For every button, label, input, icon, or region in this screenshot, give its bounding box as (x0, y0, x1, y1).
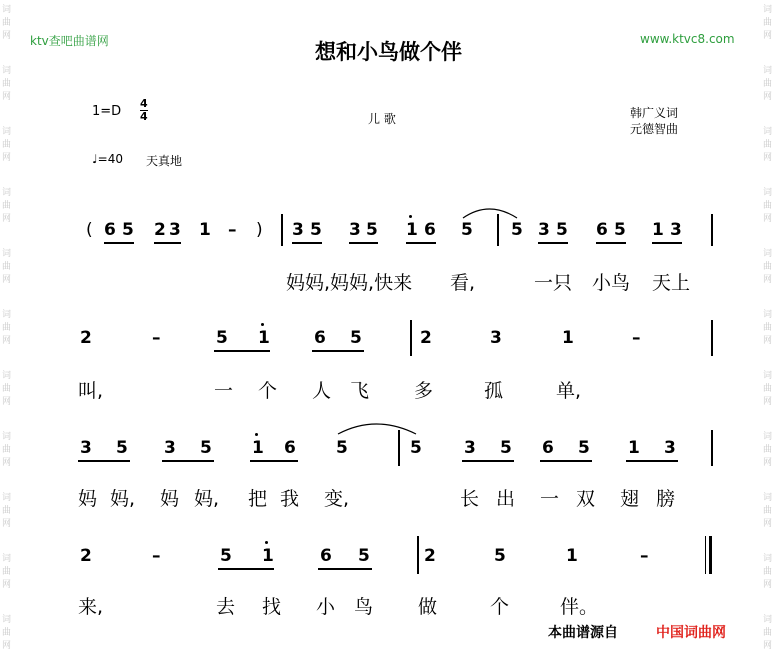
site-name-left: ktv查吧曲谱网 (30, 34, 109, 48)
lyric: 天上 (652, 272, 691, 294)
watermark-char: 网 (2, 336, 12, 346)
note: 5 (578, 438, 590, 458)
watermark-char: 网 (2, 92, 12, 102)
lyric: 个 (490, 596, 510, 618)
tempo-marking: ♩=40 (92, 152, 123, 166)
note: 5 (500, 438, 512, 458)
lyric: 我 (280, 488, 300, 510)
watermark-char: 词 (763, 5, 773, 15)
note: – (152, 546, 161, 566)
underline (162, 460, 214, 462)
watermark-char: 曲 (2, 140, 12, 150)
underline (250, 460, 298, 462)
note: – (228, 220, 237, 240)
watermark-char: 词 (763, 127, 773, 137)
watermark-char: 词 (2, 554, 12, 564)
lyric: 一 (540, 488, 560, 510)
site-url-right: www.ktvc8.com (640, 32, 735, 46)
watermark-char: 词 (763, 371, 773, 381)
watermark-char: 曲 (2, 445, 12, 455)
underline (214, 350, 270, 352)
lyric: 一 (214, 380, 234, 402)
lyric: 妈 (78, 488, 98, 510)
watermark-char: 词 (2, 371, 12, 381)
watermark-char: 网 (763, 31, 773, 41)
note: 2 (154, 220, 166, 240)
watermark-char: 曲 (763, 567, 773, 577)
note: 6 (284, 438, 296, 458)
watermark-char: 网 (763, 580, 773, 590)
lyric: 鸟 (354, 596, 374, 618)
lyric: 把 (248, 488, 268, 510)
underline (406, 242, 436, 244)
note: 3 (538, 220, 550, 240)
underline (78, 460, 130, 462)
note: 2 (424, 546, 436, 566)
underline (318, 568, 372, 570)
watermark-char: 曲 (763, 201, 773, 211)
lyric: 长 (460, 488, 480, 510)
time-signature: $\frac{4}{4}$ (140, 97, 148, 123)
barline (711, 214, 713, 246)
note: 5 (494, 546, 506, 566)
watermark-char: 词 (763, 188, 773, 198)
song-title: 想和小鸟做个伴 (315, 40, 462, 64)
underline (462, 460, 514, 462)
watermark-char: 网 (2, 580, 12, 590)
note: 1 (628, 438, 640, 458)
lyric: 双 (576, 488, 596, 510)
watermark-char: 网 (2, 214, 12, 224)
watermark-char: 曲 (2, 201, 12, 211)
note: 3 (664, 438, 676, 458)
source-site-link[interactable]: 中国词曲网 (656, 625, 726, 641)
note: 1 (258, 328, 270, 348)
note: 3 (490, 328, 502, 348)
watermark-right (761, 0, 777, 670)
composer: 元德智曲 (630, 122, 679, 136)
underline (104, 242, 134, 244)
lyric: 孤 (484, 380, 504, 402)
lyric: 单, (556, 380, 582, 402)
watermark-char: 词 (763, 615, 773, 625)
note: 3 (169, 220, 181, 240)
underline (292, 242, 322, 244)
watermark-char: 网 (763, 92, 773, 102)
lyric: 叫, (78, 380, 104, 402)
tie (336, 418, 422, 438)
note: 5 (410, 438, 422, 458)
barline (711, 430, 713, 466)
note: 1 (652, 220, 664, 240)
lyric: 个 (258, 380, 278, 402)
watermark-char: 曲 (2, 506, 12, 516)
lyric: 一只 (534, 272, 573, 294)
note: 2 (80, 546, 92, 566)
lyric: 妈, (194, 488, 220, 510)
high-dot (255, 433, 258, 436)
underline (349, 242, 378, 244)
watermark-char: 词 (2, 432, 12, 442)
lyric: 小鸟 (592, 272, 631, 294)
source-label: 本曲谱源自 (548, 625, 618, 641)
lyric: 出 (496, 488, 516, 510)
lyric: 妈妈,妈妈,快来 (286, 272, 413, 294)
watermark-char: 曲 (763, 140, 773, 150)
watermark-char: 曲 (763, 323, 773, 333)
note: 3 (464, 438, 476, 458)
watermark-char: 词 (2, 188, 12, 198)
note: 5 (511, 220, 523, 240)
note: 6 (542, 438, 554, 458)
lyric: 看, (450, 272, 476, 294)
watermark-char: 网 (2, 641, 12, 651)
watermark-char: 词 (763, 66, 773, 76)
underline (312, 350, 364, 352)
lyric: 伴。 (560, 596, 599, 618)
watermark-char: 网 (2, 397, 12, 407)
note: 1 (406, 220, 418, 240)
expression-marking: 天真地 (146, 154, 183, 168)
note: 6 (596, 220, 608, 240)
watermark-char: 曲 (2, 384, 12, 394)
note: 6 (314, 328, 326, 348)
lyric: 来, (78, 596, 104, 618)
note: 5 (461, 220, 473, 240)
note: 6 (424, 220, 436, 240)
watermark-char: 网 (763, 275, 773, 285)
lyric: 找 (262, 596, 282, 618)
lyric: 做 (418, 596, 438, 618)
watermark-char: 词 (763, 493, 773, 503)
watermark-char: 曲 (2, 323, 12, 333)
watermark-char: 网 (763, 519, 773, 529)
watermark-char: 曲 (763, 18, 773, 28)
watermark-char: 词 (2, 127, 12, 137)
note: 5 (358, 546, 370, 566)
underline (154, 242, 181, 244)
lyric: 妈, (110, 488, 136, 510)
note: 1 (566, 546, 578, 566)
watermark-char: 词 (763, 249, 773, 259)
tie (461, 202, 521, 222)
watermark-char: 词 (763, 554, 773, 564)
lyric: 飞 (350, 380, 370, 402)
barline (417, 536, 419, 574)
watermark-char: 词 (763, 310, 773, 320)
watermark-char: 网 (763, 153, 773, 163)
note: 5 (200, 438, 212, 458)
watermark-char: 曲 (763, 628, 773, 638)
watermark-char: 曲 (763, 384, 773, 394)
watermark-char: 网 (763, 336, 773, 346)
lyric: 变, (324, 488, 350, 510)
watermark-char: 曲 (2, 567, 12, 577)
key-signature: 1=D (92, 104, 122, 119)
underline (652, 242, 682, 244)
note: 5 (310, 220, 322, 240)
lyricist: 韩广义词 (630, 106, 679, 120)
underline (540, 460, 592, 462)
lyric: 翅 (620, 488, 640, 510)
barline (410, 320, 412, 356)
note: 6 (104, 220, 116, 240)
note: 3 (292, 220, 304, 240)
watermark-char: 词 (2, 5, 12, 15)
lyric: 多 (414, 380, 434, 402)
note: – (632, 328, 641, 348)
note: 2 (420, 328, 432, 348)
note: 5 (116, 438, 128, 458)
note: 2 (80, 328, 92, 348)
underline (626, 460, 678, 462)
watermark-char: 网 (763, 214, 773, 224)
note: 3 (80, 438, 92, 458)
note: 5 (350, 328, 362, 348)
underline (538, 242, 568, 244)
note: – (640, 546, 649, 566)
note: 5 (366, 220, 378, 240)
note: 6 (320, 546, 332, 566)
watermark-char: 曲 (763, 445, 773, 455)
note: 5 (122, 220, 134, 240)
watermark-char: 词 (2, 249, 12, 259)
note: 1 (562, 328, 574, 348)
watermark-left (0, 0, 16, 670)
note: 5 (336, 438, 348, 458)
watermark-char: 曲 (763, 79, 773, 89)
watermark-char: 曲 (763, 506, 773, 516)
watermark-char: 网 (2, 153, 12, 163)
barline (281, 214, 283, 246)
note: 5 (614, 220, 626, 240)
note: 1 (252, 438, 264, 458)
note: ( (86, 220, 93, 240)
note: 3 (670, 220, 682, 240)
lyric: 妈 (160, 488, 180, 510)
watermark-char: 曲 (2, 262, 12, 272)
high-dot (261, 323, 264, 326)
watermark-char: 曲 (2, 18, 12, 28)
note: 1 (262, 546, 274, 566)
watermark-char: 网 (2, 519, 12, 529)
note: 5 (216, 328, 228, 348)
watermark-char: 词 (2, 493, 12, 503)
watermark-char: 网 (763, 641, 773, 651)
underline (596, 242, 626, 244)
watermark-char: 曲 (2, 628, 12, 638)
note: 3 (349, 220, 361, 240)
lyric: 人 (312, 380, 332, 402)
high-dot (409, 215, 412, 218)
watermark-char: 词 (2, 66, 12, 76)
watermark-char: 网 (763, 397, 773, 407)
note: ) (256, 220, 263, 240)
underline (218, 568, 274, 570)
genre: 儿 歌 (368, 112, 396, 126)
watermark-char: 词 (2, 615, 12, 625)
lyric: 去 (216, 596, 236, 618)
watermark-char: 网 (2, 458, 12, 468)
note: 5 (220, 546, 232, 566)
watermark-char: 曲 (763, 262, 773, 272)
note: – (152, 328, 161, 348)
high-dot (265, 541, 268, 544)
final-barline-thick (709, 536, 712, 574)
watermark-char: 网 (2, 31, 12, 41)
note: 3 (164, 438, 176, 458)
barline (711, 320, 713, 356)
watermark-char: 曲 (2, 79, 12, 89)
watermark-char: 词 (763, 432, 773, 442)
note: 5 (556, 220, 568, 240)
watermark-char: 网 (763, 458, 773, 468)
final-barline-thin (705, 536, 706, 574)
watermark-char: 词 (2, 310, 12, 320)
lyric: 膀 (656, 488, 676, 510)
lyric: 小 (316, 596, 336, 618)
watermark-char: 网 (2, 275, 12, 285)
note: 1 (199, 220, 211, 240)
